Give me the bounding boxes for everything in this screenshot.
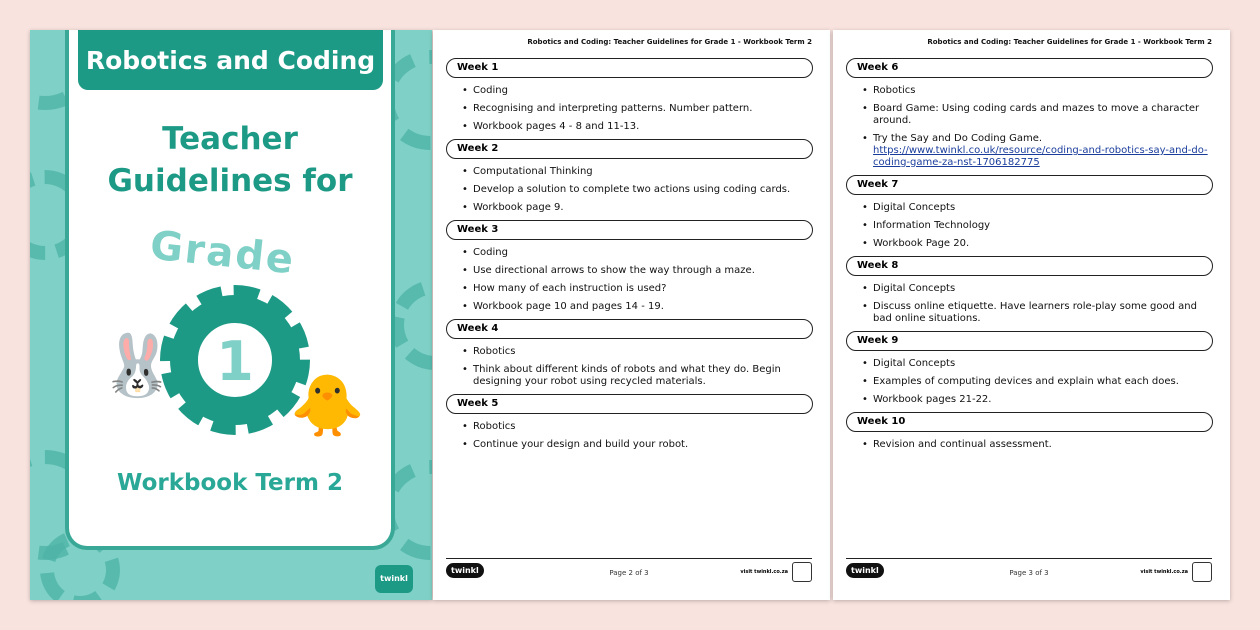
footer-site: visit twinkl.co.za [740,569,788,575]
list-item [462,421,813,433]
week-items [446,85,813,133]
week-items [446,421,813,451]
item-text: Examples of computing devices and explain what each does. [873,376,1179,387]
week-heading: Week 1 [446,58,813,78]
item-text: Information Technology [873,220,991,231]
page-3 [833,30,1230,600]
list-item [462,439,813,451]
list-item [462,85,813,97]
item-text: Revision and continual assessment. [873,439,1052,450]
list-item [462,265,813,277]
week-heading: Week 2 [446,139,813,159]
page-number: Page 3 of 3 [1009,569,1049,577]
list-item [862,301,1213,325]
rabbit-illustration: 🐰 [100,331,175,401]
badge-icon [792,562,812,582]
week-items [446,247,813,313]
item-text: Robotics [473,421,516,432]
list-item [862,358,1213,370]
list-item [462,301,813,313]
week-heading: Week 5 [446,394,813,414]
item-text: Digital Concepts [873,283,956,294]
list-item [462,103,813,115]
week-heading: Week 8 [846,256,1213,276]
item-text: Coding [473,247,508,258]
page-2 [433,30,830,600]
list-item [862,439,1213,451]
week-heading: Week 6 [846,58,1213,78]
cover-subtitle [65,118,395,202]
list-item [462,247,813,259]
cover-page [30,30,432,600]
list-item [462,364,813,388]
footer-site: visit twinkl.co.za [1140,569,1188,575]
list-item [862,103,1213,127]
item-text: Try the Say and Do Coding Game. [873,133,1043,144]
list-item [862,85,1213,97]
twinkl-logo: twinkl [375,565,413,593]
page-footer [846,558,1212,588]
page-header: Robotics and Coding: Teacher Guidelines for Grade 1 - Workbook Term 2 [927,38,1212,46]
item-text: Think about different kinds of robots and what they do. Begin designing your robot using recycled materials. [473,364,781,387]
item-text: Use directional arrows to show the way through a maze. [473,265,755,276]
item-text: Robotics [873,85,916,96]
item-text: Robotics [473,346,516,357]
item-text: Recognising and interpreting patterns. Number pattern. [473,103,753,114]
subtitle-line: Guidelines for [107,163,353,199]
item-text: Computational Thinking [473,166,593,177]
cover-title: Robotics and Coding [85,46,376,75]
page-footer [446,558,812,588]
grade-number: 1 [216,330,254,393]
item-text: Coding [473,85,508,96]
item-text: Workbook pages 21-22. [873,394,992,405]
week-items [846,202,1213,250]
cover-term: Workbook Term 2 [117,470,343,496]
list-item [862,394,1213,406]
cover-title-banner [78,30,383,90]
item-text: Workbook page 10 and pages 14 - 19. [473,301,664,312]
subtitle-line: Teacher [162,121,298,157]
list-item [462,283,813,295]
week-items [846,439,1213,451]
item-text: Develop a solution to complete two actions using coding cards. [473,184,791,195]
week-heading: Week 3 [446,220,813,240]
week-items [846,358,1213,406]
item-text: Discuss online etiquette. Have learners role-play some good and bad online situations. [873,301,1197,324]
resource-link[interactable]: https://www.twinkl.co.uk/resource/coding-and-robotics-say-and-do-coding-game-za-nst-1706182775 [873,145,1208,168]
list-item [462,202,813,214]
week-heading: Week 10 [846,412,1213,432]
week-heading: Week 7 [846,175,1213,195]
badge-icon [1192,562,1212,582]
duck-robot-illustration: 🐥 [290,371,365,441]
item-text: Workbook Page 20. [873,238,970,249]
page-number: Page 2 of 3 [609,569,649,577]
list-item [862,376,1213,388]
list-item [462,121,813,133]
twinkl-logo: twinkl [446,563,484,578]
item-text: Digital Concepts [873,358,956,369]
week-items [446,166,813,214]
list-item [862,133,1213,169]
list-item [462,346,813,358]
item-text: Workbook pages 4 - 8 and 11-13. [473,121,640,132]
list-item [862,220,1213,232]
list-item [462,184,813,196]
grade-label: Grade [147,222,298,284]
week-items [446,346,813,388]
week-items [846,283,1213,325]
list-item [862,202,1213,214]
item-text: Board Game: Using coding cards and mazes to move a character around. [873,103,1200,126]
item-text: Continue your design and build your robot. [473,439,689,450]
week-heading: Week 9 [846,331,1213,351]
item-text: Workbook page 9. [473,202,564,213]
item-text: Digital Concepts [873,202,956,213]
list-item [862,283,1213,295]
page-header: Robotics and Coding: Teacher Guidelines for Grade 1 - Workbook Term 2 [527,38,812,46]
week-heading: Week 4 [446,319,813,339]
item-text: How many of each instruction is used? [473,283,667,294]
list-item [862,238,1213,250]
twinkl-logo: twinkl [846,563,884,578]
list-item [462,166,813,178]
week-items [846,85,1213,169]
